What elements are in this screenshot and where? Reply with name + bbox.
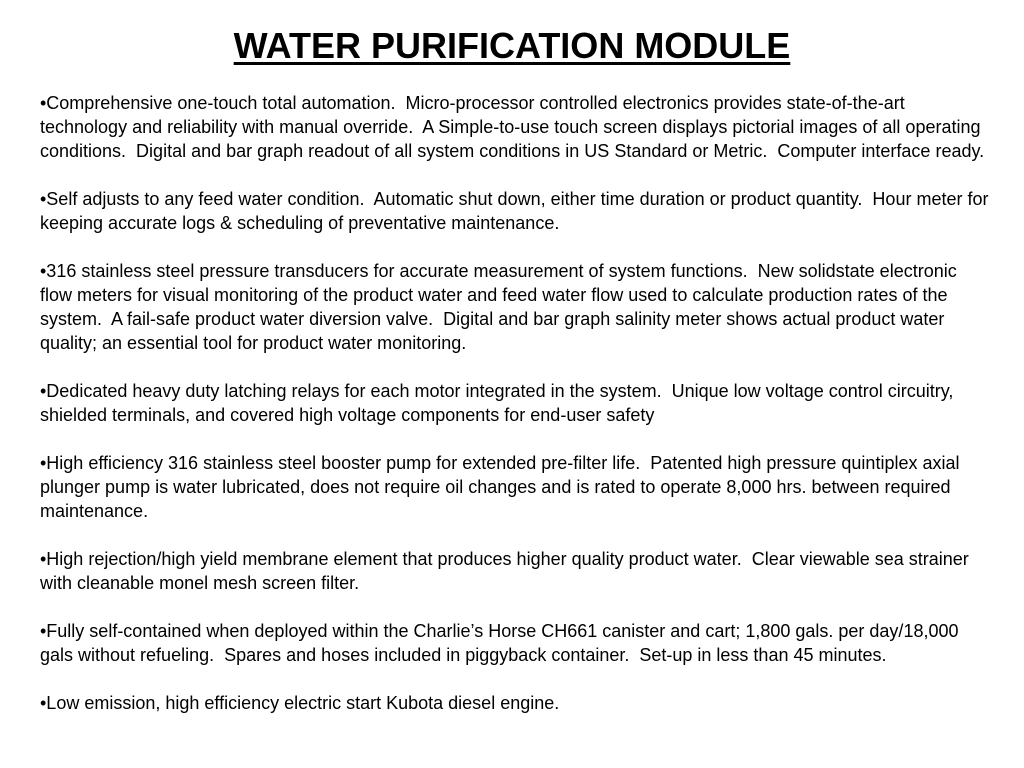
- bullet-pumps: •High efficiency 316 stainless steel booster pump for extended pre-filter life. Patented high pressure quintiplex axial plunger pump is water lubricated, does not require oil changes and is rated to operate 8,000 hrs. between required maintenance.: [40, 453, 965, 521]
- bullet-list: [40, 91, 994, 739]
- bullet-self-adjust: •Self adjusts to any feed water condition. Automatic shut down, either time duration or product quantity. Hour meter for keeping accurate logs & scheduling of preventative maintenance.: [40, 189, 994, 233]
- bullet-automation: •Comprehensive one-touch total automation. Micro-processor controlled electronics provides state-of-the-art technology and reliability with manual override. A Simple-to-use touch screen displays pictorial images of all operating conditions. Digital and bar graph readout of all system conditions in US Standard or Metric. Computer interface ready.: [40, 93, 986, 161]
- bullet-transducers: •316 stainless steel pressure transducers for accurate measurement of system functions. New solidstate electronic flow meters for visual monitoring of the product water and feed water flow used to calculate production rates of the system. A fail-safe product water diversion valve. Digital and bar graph salinity meter shows actual product water quality; an essential tool for product water monitoring.: [40, 261, 962, 353]
- page-title: WATER PURIFICATION MODULE: [233, 25, 791, 66]
- bullet-relays: •Dedicated heavy duty latching relays for each motor integrated in the system. Unique low voltage control circuitry, shielded terminals, and covered high voltage components for end-user safety: [40, 381, 959, 425]
- bullet-self-contained: •Fully self-contained when deployed within the Charlie’s Horse CH661 canister and cart; 1,800 gals. per day/18,000 gals without refueling. Spares and hoses included in piggyback container. Set-up in less than 45 minutes.: [40, 621, 964, 665]
- bullet-membrane: •High rejection/high yield membrane element that produces higher quality product water. Clear viewable sea strainer with cleanable monel mesh screen filter.: [40, 549, 974, 593]
- bullet-engine: •Low emission, high efficiency electric start Kubota diesel engine.: [40, 693, 560, 713]
